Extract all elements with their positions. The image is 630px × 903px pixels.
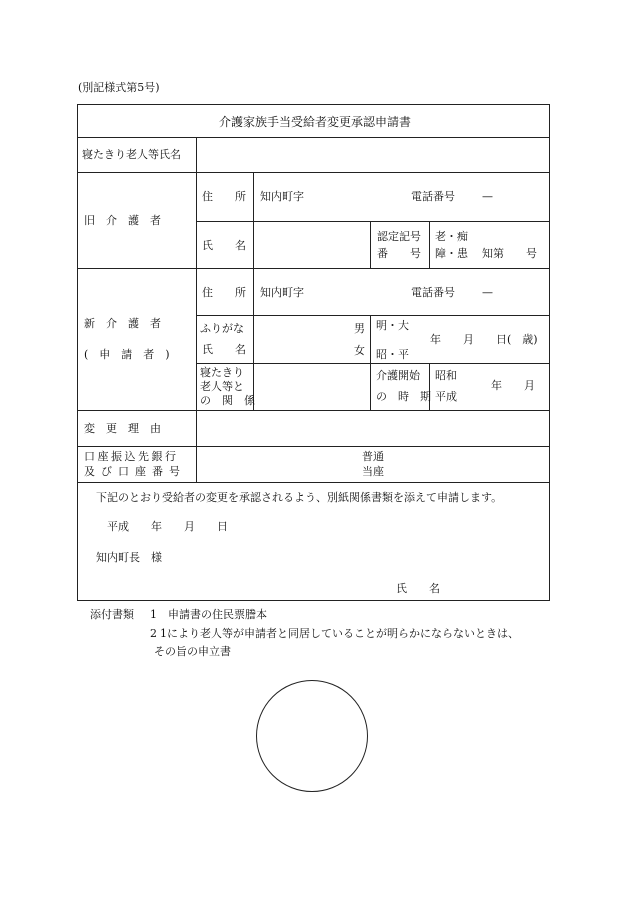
bank-label-2: 及び口座番号 xyxy=(84,465,186,478)
care-start-ym[interactable]: 年 月 xyxy=(491,379,535,392)
old-name-label: 氏 名 xyxy=(202,239,246,252)
new-name-label: 氏 名 xyxy=(202,343,246,356)
attachments-label: 添付書類 xyxy=(90,608,134,621)
birth-era-2[interactable]: 昭・平 xyxy=(376,348,409,361)
old-cert-type-2: 障・患 xyxy=(435,247,468,260)
attachment-2-number: 2 xyxy=(150,627,157,640)
new-address-value[interactable]: 知内町字 xyxy=(260,286,304,299)
sex-male-option[interactable]: 男 xyxy=(354,322,365,335)
old-name-field[interactable] xyxy=(255,223,369,267)
old-cert-label-2: 番 号 xyxy=(377,247,421,260)
divider xyxy=(77,410,550,411)
care-era-1[interactable]: 昭和 xyxy=(435,369,457,382)
old-address-value[interactable]: 知内町字 xyxy=(260,190,304,203)
account-type-ordinary[interactable]: 普通 xyxy=(362,450,384,463)
old-phone-label: 電話番号 xyxy=(411,190,455,203)
divider xyxy=(77,482,550,483)
change-reason-label: 変 更 理 由 xyxy=(84,422,161,435)
form-number: (別記様式第5号) xyxy=(78,81,160,94)
bedridden-name-field[interactable] xyxy=(198,139,548,171)
divider xyxy=(196,315,550,316)
bank-label-1: 口座振込先銀行 xyxy=(84,450,179,463)
divider xyxy=(196,363,550,364)
divider xyxy=(370,221,371,268)
addressee: 知内町長 様 xyxy=(96,551,162,564)
divider xyxy=(253,172,254,410)
divider xyxy=(77,137,550,138)
attachment-1: 申請書の住民票謄本 xyxy=(168,608,267,621)
seal-circle xyxy=(256,680,368,792)
old-cert-number[interactable]: 知第 号 xyxy=(482,247,537,260)
divider xyxy=(429,221,430,268)
relation-label-1: 寝たきり xyxy=(200,366,244,379)
divider xyxy=(196,221,550,222)
attachment-1-number: 1 xyxy=(150,608,157,621)
attachment-2-line-2: その旨の申立書 xyxy=(154,645,231,658)
relation-label-2: 老人等と xyxy=(200,380,244,393)
divider xyxy=(370,315,371,410)
birth-era-1[interactable]: 明・大 xyxy=(376,319,409,332)
new-phone-dash: — xyxy=(482,286,493,299)
new-address-label: 住 所 xyxy=(202,286,246,299)
old-caregiver-label: 旧 介 護 者 xyxy=(84,214,161,227)
old-address-label: 住 所 xyxy=(202,190,246,203)
care-start-label-1: 介護開始 xyxy=(376,369,420,382)
form-title: 介護家族手当受給者変更承認申請書 xyxy=(218,115,411,129)
old-cert-label-1: 認定記号 xyxy=(377,230,421,243)
relation-label-3: の 関 係 xyxy=(200,394,255,407)
signature-label: 氏 名 xyxy=(396,582,440,595)
attachment-2-line-1: 1により老人等が申請者と同居していることが明らかにならないときは、 xyxy=(160,627,519,640)
application-statement: 下記のとおり受給者の変更を承認されるよう、別紙関係書類を添えて申請します。 xyxy=(96,491,503,504)
application-date[interactable]: 平成 年 月 日 xyxy=(107,520,228,533)
new-name-field[interactable] xyxy=(255,317,355,362)
new-caregiver-label: 新 介 護 者 xyxy=(84,317,161,330)
change-reason-field[interactable] xyxy=(198,412,548,445)
account-type-current[interactable]: 当座 xyxy=(362,465,384,478)
new-phone-label: 電話番号 xyxy=(411,286,455,299)
bedridden-name-label: 寝たきり老人等氏名 xyxy=(82,148,181,161)
furigana-label: ふりがな xyxy=(200,322,244,335)
divider xyxy=(77,446,550,447)
care-era-2[interactable]: 平成 xyxy=(435,390,457,403)
signature-field[interactable] xyxy=(440,578,540,598)
old-phone-dash: — xyxy=(482,190,493,203)
birthdate-field[interactable]: 年 月 日( 歳) xyxy=(430,333,538,346)
relation-field[interactable] xyxy=(255,365,369,409)
old-cert-type-1: 老・痴 xyxy=(435,230,468,243)
divider xyxy=(77,172,550,173)
divider xyxy=(196,137,197,482)
applicant-label: ( 申 請 者 ) xyxy=(84,348,170,361)
care-start-label-2: の 時 期 xyxy=(376,390,431,403)
sex-female-option[interactable]: 女 xyxy=(354,344,365,357)
divider xyxy=(77,268,550,269)
